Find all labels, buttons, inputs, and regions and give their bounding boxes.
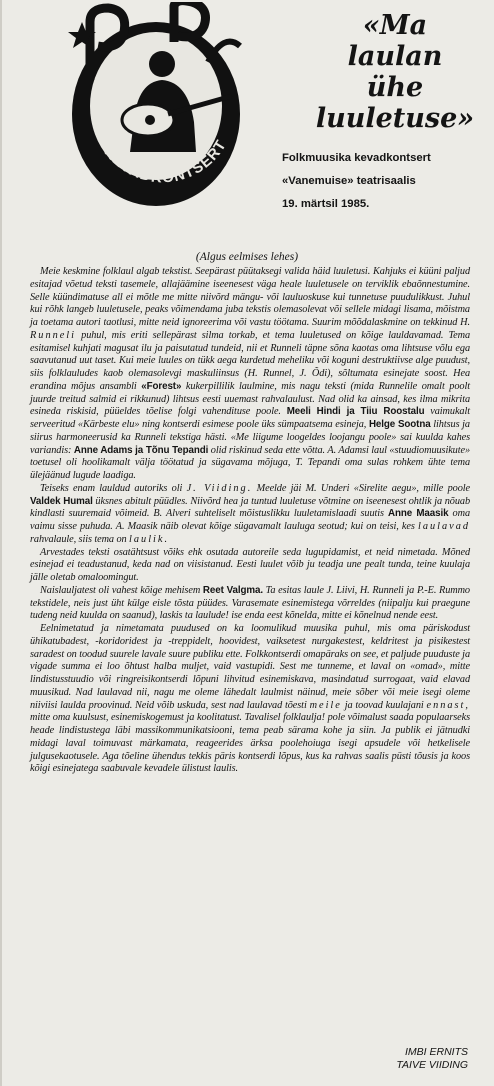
guitar-hole <box>145 115 155 125</box>
article-headline <box>300 10 490 134</box>
event-venue: «Vanemuise» teatrisaalis <box>282 175 416 187</box>
guitar-player-emblem-icon <box>64 2 248 212</box>
author-name: Runneli <box>30 329 77 341</box>
event-info <box>282 147 487 216</box>
performer-name: Anne Adams ja Tõnu Tepandi <box>73 444 209 456</box>
paragraph-text: Meelde jäi M. Underi «Sirelite aegu», mille poole <box>252 482 470 494</box>
paragraph-text: ja toovad kuulajani <box>341 699 427 711</box>
headline-line: ühe <box>366 72 424 103</box>
performer-name: Valdek Humal <box>30 495 93 507</box>
event-title: Folkmuusika kevadkontsert <box>282 152 431 164</box>
signature-author: IMBI ERNITS <box>404 1046 468 1058</box>
article-body <box>30 266 470 776</box>
emphasis-word: meile <box>309 699 342 711</box>
headline-line: laulan <box>347 41 443 72</box>
paragraph-text: Teiseks enam lauldud autoriks oli <box>40 482 187 494</box>
performer-name: «Forest» <box>141 380 182 392</box>
performer-name: Reet Valgma. <box>202 584 263 596</box>
emphasis-word: laulik. <box>129 533 170 545</box>
performer-name: Anne Maasik <box>388 508 449 520</box>
emblem-ring-text: KEVADKONTSERT <box>100 136 231 187</box>
emphasis-word: ennast, <box>426 699 470 711</box>
paragraph-text: vaimukalt serveeritud «Kärbeste elu» ning kontserdi esimese poole üks sümpaatsema esineja, <box>30 406 470 430</box>
singer-head <box>149 51 175 77</box>
article-paragraph <box>30 483 470 547</box>
paragraph-text: Naislauljatest oli vahest kõige mehisem <box>40 584 203 596</box>
article-paragraph <box>30 585 470 623</box>
article-paragraph <box>30 623 470 776</box>
page-edge <box>0 0 2 1086</box>
continued-note: (Algus eelmises lehes) <box>195 251 299 263</box>
paragraph-text: olid riskinud seda ette võtta. A. Adamsi laul «stuudiomuusikute» toetusel oli hoolikamalt välja töötatud ja sügavama mõjuga, T. Tepandi oma sulas rohkem ühte tema ülejäänud lugude laadiga. <box>30 444 471 481</box>
paragraph-text: lihtsus ja siirus harmoneerusid ka Runneli tekstiga hästi. «Me liigume loogeldes loojangu poole» sai kuulda kahes variandis: <box>30 419 470 456</box>
paragraph-text: Meie keskmine folklaul algab tekstist. Seepärast püütaksegi valida häid luuletusi. Kahjuks ei küüni paljud esitajad võetud teksti tasemele, allajäämine iseenesest väga heale luuletusele on terviklik ebaõnnestumine. Selle küündimatuse all ei mõtle me mitte niivõrd mängu- või lauluoskuse kui tunnetuse puudulikkust. Juhul kui rõhk langeb luuletusele, peaks võimendama juba tekstis olemasolevat või sellele midagi lisama, mõistma ja toetama autori taotlusi, mitte neid ignoreerima või vastu töötama. Suurim mõõdalaskmine on tekkinud H. <box>30 266 470 328</box>
article-paragraph: Arvestades teksti osatähtsust võiks ehk osutada autoreile seda lugupidamist, et neid nimetada. Mõned esinejad ei teadustanud, keda nad on viisistanud. Eesti luulet võib ju teadja une pealt tunda, teine kuulaja jälle oletab omaloomingut. <box>30 546 470 583</box>
paragraph-text: Eelnimetatud ja nimetamata puudused on ka loomulikud muusika puhul, mis oma päriskodust ühikatubadest, -koridoridest ja -treppidelt, hoovidest, vaiksetest nurgakestest, keldritest ja pisikestest saradest on toodud suurele lavale suure publiku ette. Folkkontserdi omapäraks on see, et paljude puuduste ja vigade summa ei loo õhtust halba muljet, vaid vastupidi. Sest me tunneme, et laval on «omad», mitte lindistusstuudio või ringreisikontserdi lõpuni lihvitud esinemiskava, masindatud surrogaat, vaid elavad muusikud. Nad laulavad nii, nagu me oleme lähedalt laulmist näinud, meie sõber või meie isegi oleme niiviisi laulda proovinud. Neid võib uskuda, sest nad laulavad tõesti <box>30 623 470 711</box>
kevadkontsert-emblem <box>64 2 248 212</box>
paragraph-text: Ta esitas laule J. Liivi, H. Runneli ja P.-E. Rummo tekstidele, neis just üht külge eisle tõsta püüdes. Varasemate esinemistega võrreldes (niipalju kui praegune tudeng neid kuulda on saanud), laskis ta laulude! ise enda eest kõnelda, mitte ei kõnelnud nende eest. <box>30 584 470 622</box>
paragraph-text: kukerpillilik laulmine, mis nagu teksti (mida Runnelile omalt poolt juurde treitud salmid ei rikkunud) lihtsus eesti uuemast rahvalaulust. Nad olid ka ainsad, kes ilma mikrita esineda riskisid, püüeldes tõelise folgi vahendituse poole. <box>30 380 470 418</box>
paragraph-text: oma vaimu sisse puhuda. A. Maasik näib olevat kõige sügavamalt lauluga seotud; kui on teisi, kes <box>30 508 470 532</box>
paragraph-text: rahvalaule, siis tema on <box>30 533 130 545</box>
paragraph-text: puhul, mis eriti sellepärast silma torkab, et tema luuletused on kõige lauldavamad. Tema esitamisel kuhjati magusat ilu ja paisutatud tundeid, nii et Runneli täpne sõna kaotas oma lihtsuse võlu ega saavutanud uut taset. Kui meie luules on tükk aega kurdetud meheliku või koguni destruktiivse alge puudust, siis folklauludes kaob olemasolevgi maskuliinsus (H. Runnel, J. Õdi), sõltumata esinejate soost. Hea erandina mõjus ansambli <box>30 329 470 392</box>
emphasis-word: laulavad <box>417 521 470 532</box>
emblem-letter-f <box>174 2 206 42</box>
author-name: J. Viiding. <box>186 482 253 494</box>
paragraph-text: mitte oma kuulsust, esinemiskogemust ja koolitatust. Tavalisel folklaulja! pole võimalust saada populaarseks heade lindistustega läbi massikommunikatsiooni, tema peab särama kohe ja siin. Ja publik ei jätnudki midagi laval toimuvast märkamata, reageerides ärksa poolehoiuga isegi apsudele või hetkelisele julgusekaotusele. Aga tõeline ühendus tekkis päris kontserdi lõpus, kus ka rahvas saalis püsti tõusis ja koos kõigi esinejatega saabuvale kevadele ülistust laulis. <box>30 712 470 775</box>
article-paragraph <box>30 266 470 483</box>
paragraph-text: üksnes abitult püüdles. Niivõrd hea ja tuntud luuletuse võtmine on iseenesest ohtlik ja nõuab kindlasti suuremaid võimeid. B. Alveri suhteliselt mõistuslikku luuletamislaadi suutis <box>30 495 470 520</box>
signature-author: TAIVE VIIDING <box>396 1059 468 1071</box>
article-signature <box>348 1046 468 1072</box>
headline-line: luuletuse» <box>315 103 475 134</box>
headline-line: «Ma <box>362 10 428 41</box>
event-date: 19. märtsil 1985. <box>282 198 370 210</box>
performer-name: Meeli Hindi ja Tiiu Roostalu <box>286 406 425 418</box>
performer-name: Helge Sootna <box>368 419 431 430</box>
